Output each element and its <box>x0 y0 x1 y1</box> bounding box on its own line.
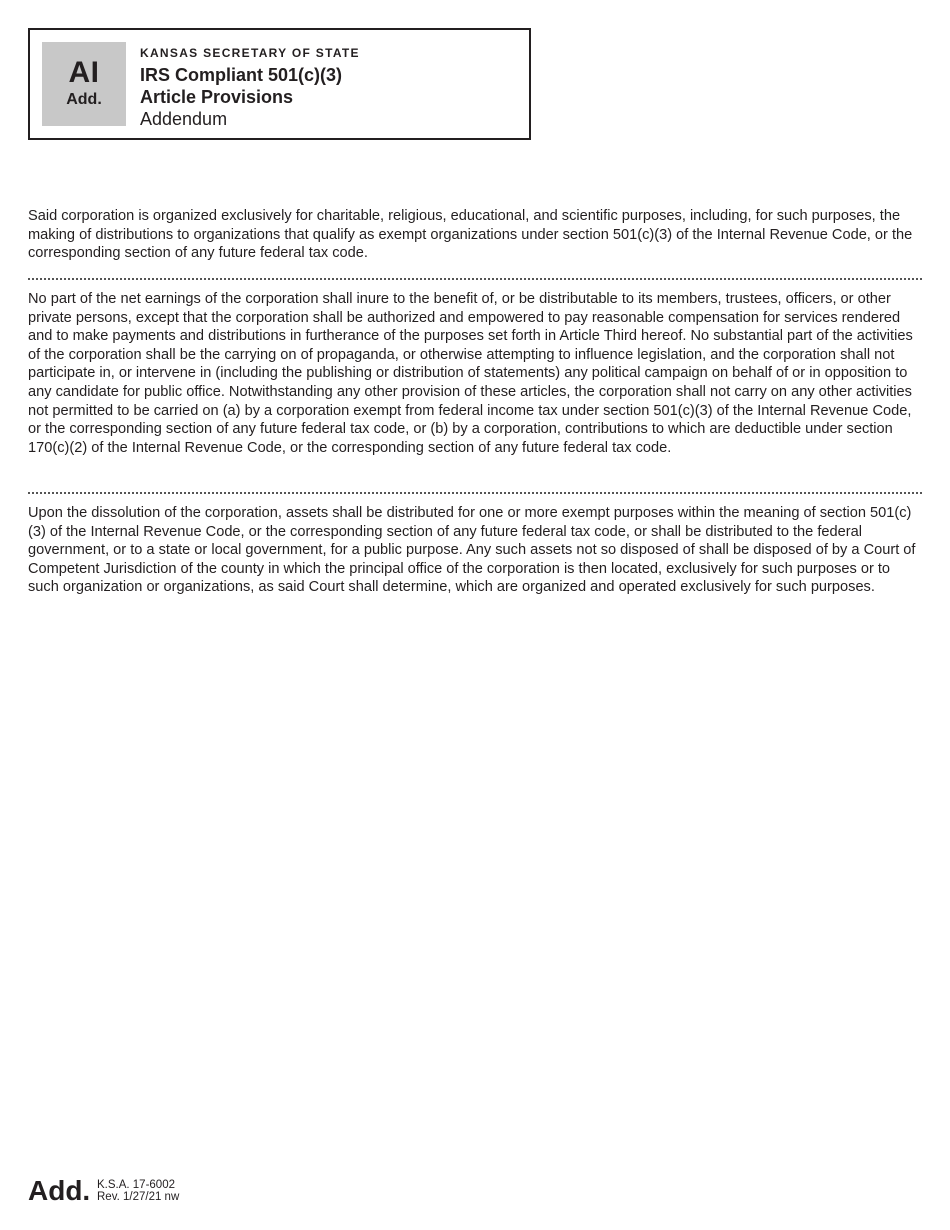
form-title-line-1: IRS Compliant 501(c)(3) <box>140 65 343 85</box>
agency-name: KANSAS SECRETARY OF STATE <box>140 46 360 60</box>
dotted-divider <box>28 492 922 494</box>
paragraph-earnings-restrictions: No part of the net earnings of the corporation shall inure to the benefit of, or be distributable to its members, trustees, officers, or other private persons, except that the corporation shall be authorized and empowered to pay reasonable compensation for services rendered and to make payments and distributions in furtherance of the purposes set forth in Article Third hereof. No substantial part of the activities of the corporation shall be the carrying on of propaganda, or otherwise attempting to influence legislation, and the corporation shall not participate in, or intervene in (including the publishing or distribution of statements) any political campaign on behalf of or in opposition to any candidate for public office. Notwithstanding any other provision of these articles, the corporation shall not carry on any other activities not permitted to be carried on (a) by a corporation exempt from federal income tax under section 501(c)(3) of the Internal Revenue Code, or the corresponding section of any future federal tax code, or (b) by a corporation, contributions to which are deductible under section 170(c)(2) of the Internal Revenue Code, or the corresponding section of any future federal tax code. <box>28 291 913 456</box>
footer-meta <box>97 1179 179 1203</box>
footer-label: Add. <box>28 1175 91 1206</box>
paragraph-purposes: Said corporation is organized exclusively for charitable, religious, educational, and scientific purposes, including, for such purposes, the making of distributions to organizations that qualify as exempt organizations under section 501(c)(3) of the Internal Revenue Code, or the corresponding section of any future federal tax code. <box>28 208 913 262</box>
form-header-box <box>28 28 531 140</box>
header-text-block <box>140 46 360 130</box>
dotted-divider <box>28 278 922 280</box>
form-id-badge <box>42 42 126 126</box>
form-title-line-2: Article Provisions <box>140 87 294 107</box>
footer-revision: Rev. 1/27/21 nw <box>97 1191 180 1203</box>
form-subtitle: Addendum <box>140 109 228 129</box>
form-suffix: Add. <box>66 91 102 108</box>
paragraph-dissolution: Upon the dissolution of the corporation, assets shall be distributed for one or more exempt purposes within the meaning of section 501(c)(3) of the Internal Revenue Code, or the corresponding section of any future federal tax code, or shall be distributed to the federal government, or to a state or local government, for a public purpose. Any such assets not so disposed of shall be disposed of by a Court of Competent Jurisdiction of the county in which the principal office of the corporation is then located, exclusively for such purposes or to such organization or organizations, as said Court shall determine, which are organized and operated exclusively for such purposes. <box>28 505 916 596</box>
form-code: AI <box>68 56 100 89</box>
footer-statute: K.S.A. 17-6002 <box>97 1179 175 1191</box>
